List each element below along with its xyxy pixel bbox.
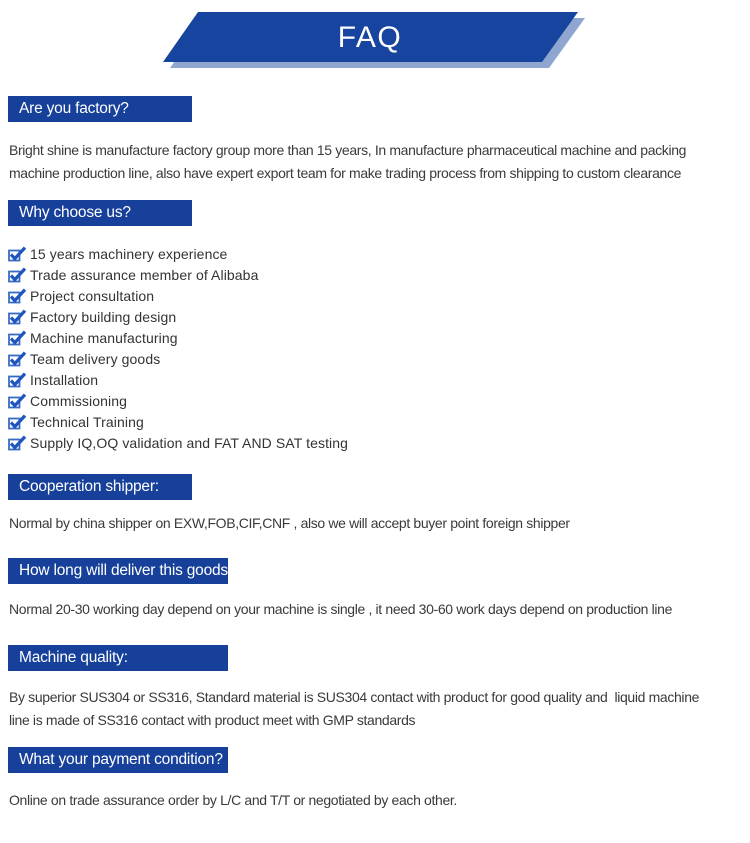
list-item-label: 15 years machinery experience [30, 245, 228, 262]
why-choose-us-checklist [8, 243, 348, 453]
list-item [8, 348, 348, 369]
list-item [8, 264, 348, 285]
section-header-cooperation-shipper: Cooperation shipper: [8, 474, 192, 500]
checkbox-checked-icon [8, 351, 27, 367]
section-header-payment-condition: What your payment condition? [8, 747, 228, 773]
list-item-label: Factory building design [30, 308, 177, 325]
list-item-label: Team delivery goods [30, 350, 161, 367]
paragraph-line: Online on trade assurance order by L/C and T/T or negotiated by each other. [9, 792, 457, 808]
cooperation-shipper-answer [9, 512, 570, 535]
list-item [8, 285, 348, 306]
list-item [8, 306, 348, 327]
list-item-label: Machine manufacturing [30, 329, 178, 346]
paragraph-line: Normal by china shipper on EXW,FOB,CIF,CNF , also we will accept buyer point foreign shipper [9, 515, 570, 531]
factory-answer [9, 139, 686, 185]
list-item [8, 432, 348, 453]
list-item [8, 327, 348, 348]
list-item [8, 411, 348, 432]
section-header-delivery-time: How long will deliver this goods? [8, 558, 228, 584]
section-header-factory: Are you factory? [8, 96, 192, 122]
list-item-label: Commissioning [30, 392, 127, 409]
checkbox-checked-icon [8, 288, 27, 304]
machine-quality-answer [9, 686, 699, 732]
paragraph-line: Normal 20-30 working day depend on your machine is single , it need 30-60 work days depend on production line [9, 601, 673, 617]
checkbox-checked-icon [8, 393, 27, 409]
list-item-label: Installation [30, 371, 99, 388]
list-item-label: Technical Training [30, 413, 144, 430]
list-item-label: Supply IQ,OQ validation and FAT AND SAT testing [30, 434, 349, 451]
section-header-machine-quality: Machine quality: [8, 645, 228, 671]
checkbox-checked-icon [8, 414, 27, 430]
checkbox-checked-icon [8, 267, 27, 283]
section-header-why-choose-us: Why choose us? [8, 200, 192, 226]
checkbox-checked-icon [8, 246, 27, 262]
list-item [8, 369, 348, 390]
list-item [8, 390, 348, 411]
list-item-label: Project consultation [30, 287, 155, 304]
paragraph-line: By superior SUS304 or SS316, Standard material is SUS304 contact with product for good quality and liquid machine [9, 689, 700, 705]
faq-banner-title: FAQ [337, 21, 403, 54]
faq-banner [0, 0, 750, 80]
checkbox-checked-icon [8, 330, 27, 346]
checkbox-checked-icon [8, 372, 27, 388]
checkbox-checked-icon [8, 309, 27, 325]
list-item [8, 243, 348, 264]
delivery-time-answer [9, 598, 672, 621]
payment-condition-answer [9, 789, 457, 812]
list-item-label: Trade assurance member of Alibaba [30, 266, 259, 283]
paragraph-line: machine production line, also have expert export team for make trading process from shipping to custom clearance [9, 165, 682, 181]
paragraph-line: Bright shine is manufacture factory group more than 15 years, In manufacture pharmaceutical machine and packing [9, 142, 687, 158]
paragraph-line: line is made of SS316 contact with product meet with GMP standards [9, 712, 416, 728]
checkbox-checked-icon [8, 435, 27, 451]
